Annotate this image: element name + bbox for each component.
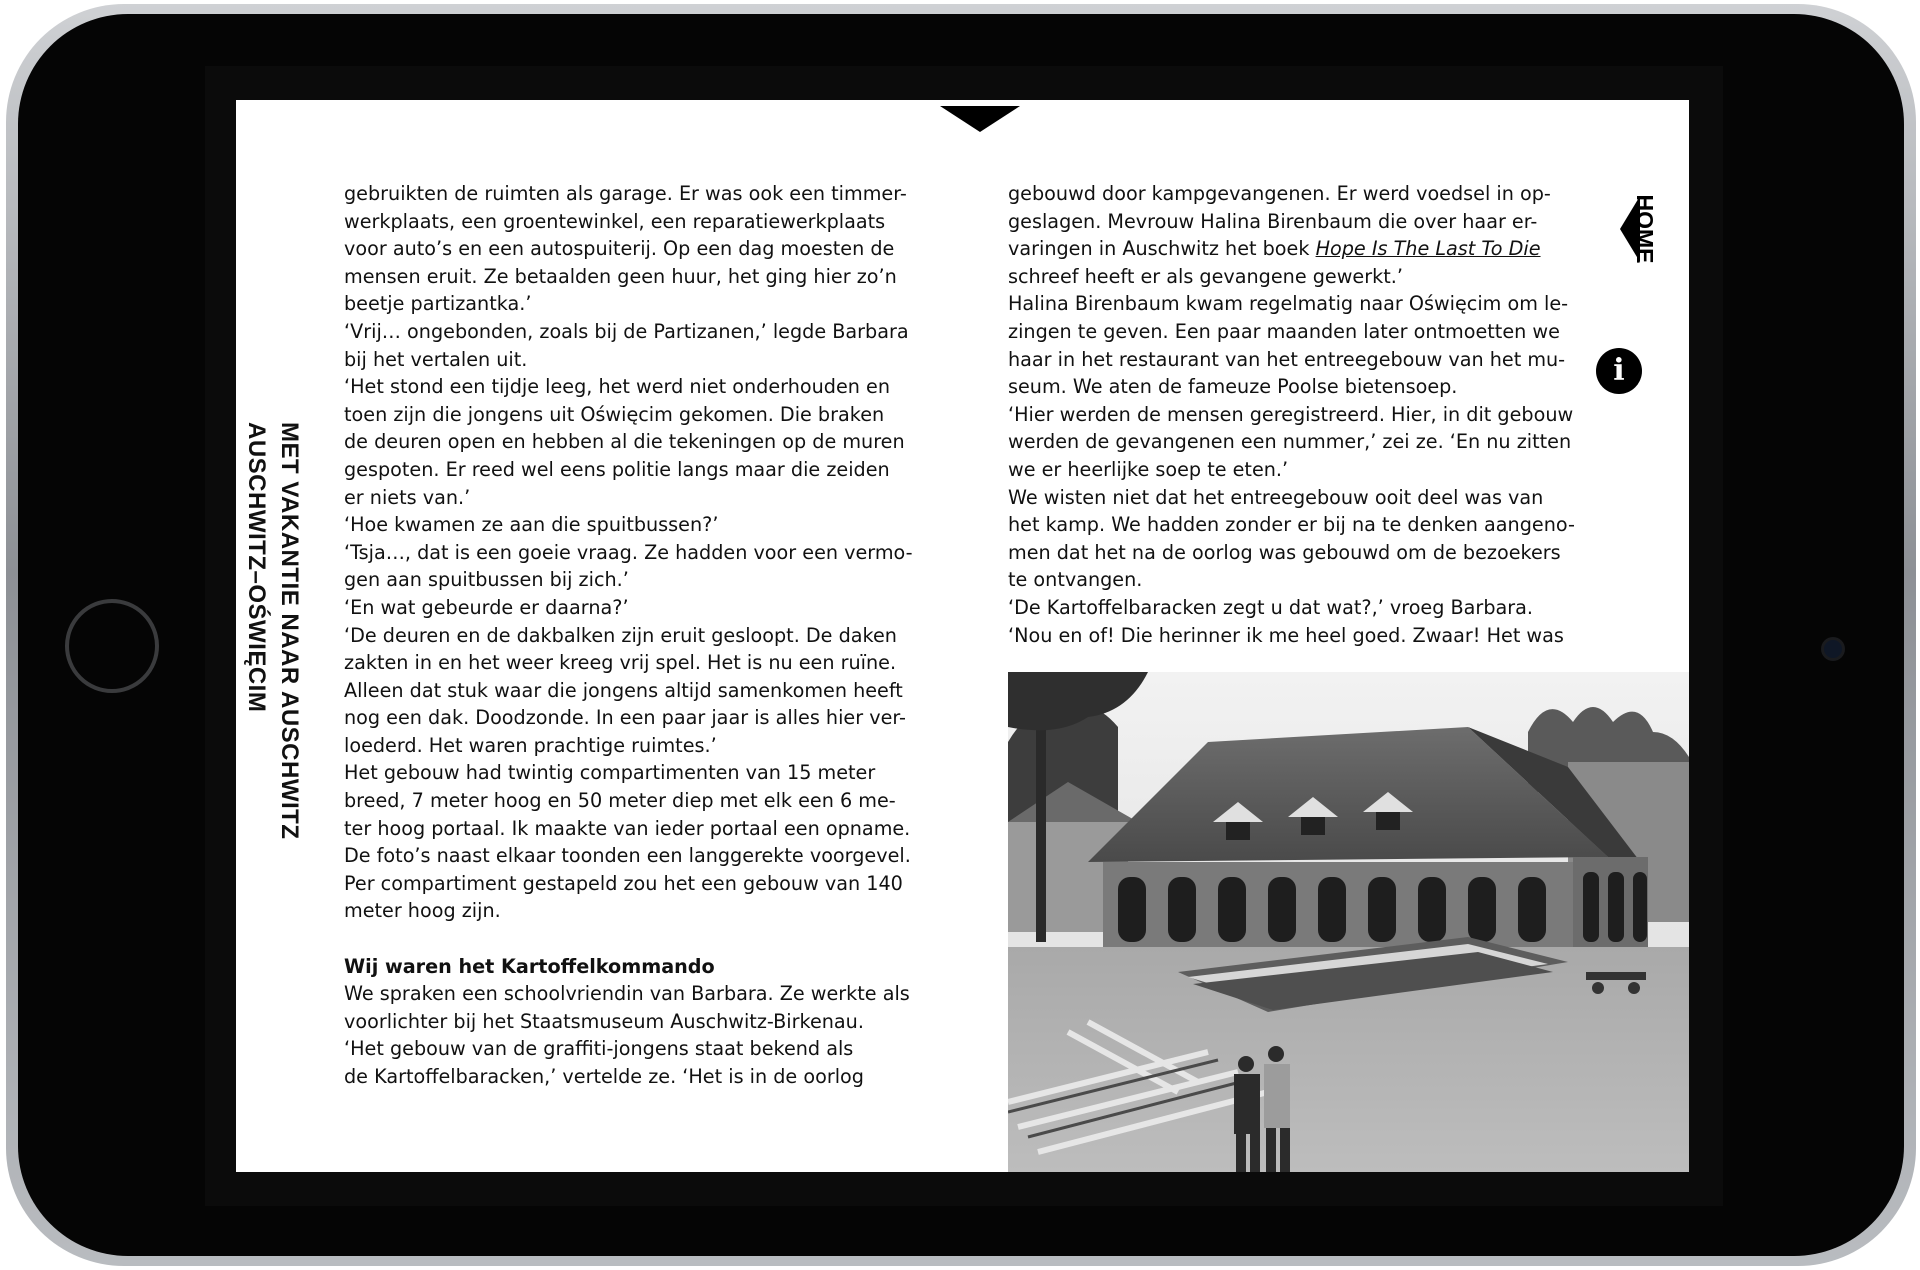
article-title [236, 422, 306, 1122]
text-line: haar in het restaurant van het entreegebouw van het mu- [1008, 347, 1566, 371]
text-line: te ontvangen. [1008, 568, 1143, 592]
text-line: werkplaats, een groentewinkel, een reparatiewerkplaats [344, 209, 886, 233]
text-line: meter hoog zijn. [344, 899, 501, 923]
text-line: voorlichter bij het Staatsmuseum Auschwitz-Birkenau. [344, 1009, 864, 1033]
left-text-column [344, 180, 924, 1091]
text-line: toen zijn die jongens uit Oświęcim gekomen. Die braken [344, 402, 885, 426]
text-line: seum. We aten de fameuze Poolse bietensoep. [1008, 375, 1458, 399]
text-line: zakten in en het weer kreeg vrij spel. Het is nu een ruïne. [344, 651, 897, 675]
text-line: ‘Hoe kwamen ze aan die spuitbussen?’ [344, 513, 719, 537]
text-line: de Kartoffelbaracken,’ vertelde ze. ‘Het is in de oorlog [344, 1065, 864, 1088]
text-line: nog een dak. Doodzonde. In een paar jaar is alles hier ver- [344, 706, 906, 730]
text-line: gebruikten de ruimten als garage. Er was ook een timmer- [344, 182, 907, 205]
article-title-line-2: AUSCHWITZ–OŚWIĘCIM [243, 422, 270, 713]
text-line: ‘De deuren en de dakbalken zijn eruit gesloopt. De daken [344, 623, 897, 647]
text-line: Het gebouw had twintig compartimenten van 15 meter [344, 761, 876, 785]
text-line: ‘Het stond een tijdje leeg, het werd niet onderhouden en [344, 375, 890, 399]
right-text-column [1008, 180, 1608, 649]
text-line: ‘Hier werden de mensen geregistreerd. Hier, in dit gebouw [1008, 402, 1574, 426]
historical-photo [1008, 672, 1689, 1172]
text-line: ‘Nou en of! Die herinner ik me heel goed. Zwaar! Het was [1008, 623, 1564, 647]
text-line: we er heerlijke soep te eten.’ [1008, 457, 1289, 481]
book-title-link[interactable]: Hope Is The Last To Die [1315, 237, 1541, 261]
text-line: de deuren open en hebben al die tekeningen op de muren [344, 430, 905, 454]
text-line: Per compartiment gestapeld zou het een gebouw van 140 [344, 871, 903, 895]
text-line: ‘Vrij… ongebonden, zoals bij de Partizanen,’ legde Barbara [344, 319, 909, 343]
text-line: ‘Het gebouw van de graffiti-jongens staat bekend als [344, 1037, 854, 1061]
section-subheading: Wij waren het Kartoffelkommando [344, 954, 715, 978]
text-line: Alleen dat stuk waar die jongens altijd samenkomen heeft [344, 678, 903, 702]
text-line: werden de gevangenen een nummer,’ zei ze. ‘En nu zitten [1008, 430, 1572, 454]
article-title-line-1: MET VAKANTIE NAAR AUSCHWITZ [276, 422, 303, 840]
text-line: er niets van.’ [344, 485, 471, 509]
text-line: ‘Tsja…, dat is een goeie vraag. Ze hadden voor een vermo- [344, 540, 913, 564]
text-line: men dat het na de oorlog was gebouwd om de bezoekers [1008, 540, 1561, 564]
text-line: We spraken een schoolvriendin van Barbara. Ze werkte als [344, 982, 910, 1006]
magazine-page [236, 100, 1689, 1172]
text-line: loederd. Het waren prachtige ruimtes.’ [344, 733, 717, 757]
front-camera [1824, 640, 1842, 658]
text-line: gen aan spuitbussen bij zich.’ [344, 568, 629, 592]
text-line: mensen eruit. Ze betaalden geen huur, het ging hier zo’n [344, 264, 897, 288]
text-line-with-book-link [1008, 235, 1608, 263]
text-line: ‘De Kartoffelbaracken zegt u dat wat?,’ vroeg Barbara. [1008, 595, 1534, 619]
text-line: het kamp. We hadden zonder er bij na te denken aangeno- [1008, 513, 1575, 537]
text-line: bij het vertalen uit. [344, 347, 528, 371]
text-segment: varingen in Auschwitz het boek [1008, 237, 1316, 261]
home-button[interactable] [1620, 188, 1660, 270]
device-home-button[interactable] [65, 599, 159, 693]
text-line: gebouwd door kampgevangenen. Er werd voedsel in op- [1008, 182, 1551, 205]
text-line: Halina Birenbaum kwam regelmatig naar Oświęcim om le- [1008, 292, 1569, 316]
text-line: ‘En wat gebeurde er daarna?’ [344, 595, 629, 619]
paragraph-gap [344, 925, 924, 953]
text-line: voor auto’s en een autospuiterij. Op een dag moesten de [344, 237, 895, 261]
text-line: ter hoog portaal. Ik maakte van ieder portaal een opname. [344, 816, 911, 840]
text-line: We wisten niet dat het entreegebouw ooit deel was van [1008, 485, 1544, 509]
info-icon[interactable]: i [1596, 348, 1642, 394]
text-line: breed, 7 meter hoog en 50 meter diep met elk een 6 me- [344, 789, 896, 813]
text-line: zingen te geven. Een paar maanden later ontmoetten we [1008, 319, 1560, 343]
text-line: gespoten. Er reed wel eens politie langs maar die zeiden [344, 457, 890, 481]
dropdown-arrow-icon[interactable] [940, 106, 1020, 132]
text-line: geslagen. Mevrouw Halina Birenbaum die over haar er- [1008, 209, 1538, 233]
home-label: HOME [1632, 194, 1658, 264]
text-line: beetje partizantka.’ [344, 292, 532, 316]
text-line: schreef heeft er als gevangene gewerkt.’ [1008, 264, 1403, 288]
text-line: De foto’s naast elkaar toonden een langgerekte voorgevel. [344, 844, 911, 868]
